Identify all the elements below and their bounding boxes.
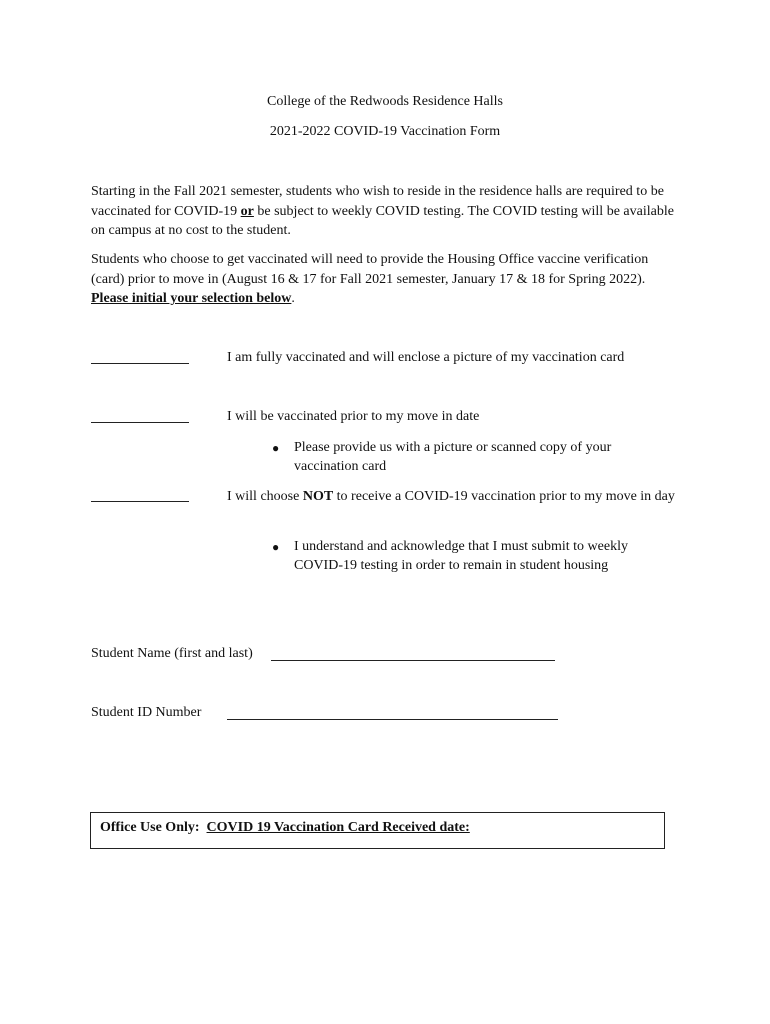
initial-blank-option-2[interactable] [91,422,189,423]
option-3-bullet-text: I understand and acknowledge that I must submit to weekly COVID-19 testing in order to remain in student housing [294,539,628,573]
intro-text-2a: Students who choose to get vaccinated will need to provide the Housing Office vaccine verification (card) prior to move in (August 16 & 17 for Fall 2021 semester, January 17 & 18 for Spring 2022). [91,252,649,287]
option-2-bullet-text: Please provide us with a picture or scanned copy of your vaccination card [294,440,612,474]
intro-paragraph-2 [91,250,681,309]
option-3-text-a: I will choose [227,489,303,504]
initial-blank-option-3[interactable] [91,501,189,502]
intro-text-1a: Starting in the Fall 2021 semester, students who wish to reside in the residence halls are required to be vaccinated for COVID-19 [91,184,664,219]
initial-blank-option-1[interactable] [91,363,189,364]
office-use-label: Office Use Only: [100,820,200,835]
student-name-field[interactable] [271,660,555,661]
initial-instruction: Please initial your selection below [91,291,292,306]
student-id-field[interactable] [227,719,558,720]
bullet-icon: ● [272,540,280,554]
bullet-icon: ● [272,441,280,455]
intro-paragraph-1 [91,182,681,241]
office-use-box [90,812,665,849]
institution-title: College of the Redwoods Residence Halls [266,94,503,109]
student-name-label: Student Name (first and last) [91,646,253,661]
card-received-date-label: COVID 19 Vaccination Card Received date: [206,820,470,835]
student-id-label: Student ID Number [91,705,202,720]
option-3-text [227,487,677,507]
intro-text-2b: . [291,291,295,306]
option-3-text-b: to receive a COVID-19 vaccination prior to my move in day [333,489,675,504]
intro-text-1b: be subject to weekly COVID testing. The COVID testing will be available on campus at no cost to the student. [91,203,674,238]
option-2-text: I will be vaccinated prior to my move in date [227,409,480,424]
form-title: 2021-2022 COVID-19 Vaccination Form [269,124,501,139]
or-emphasis: or [240,203,254,219]
not-emphasis: NOT [302,489,334,504]
option-1-text: I am fully vaccinated and will enclose a picture of my vaccination card [227,350,625,365]
office-use-text [100,820,470,836]
